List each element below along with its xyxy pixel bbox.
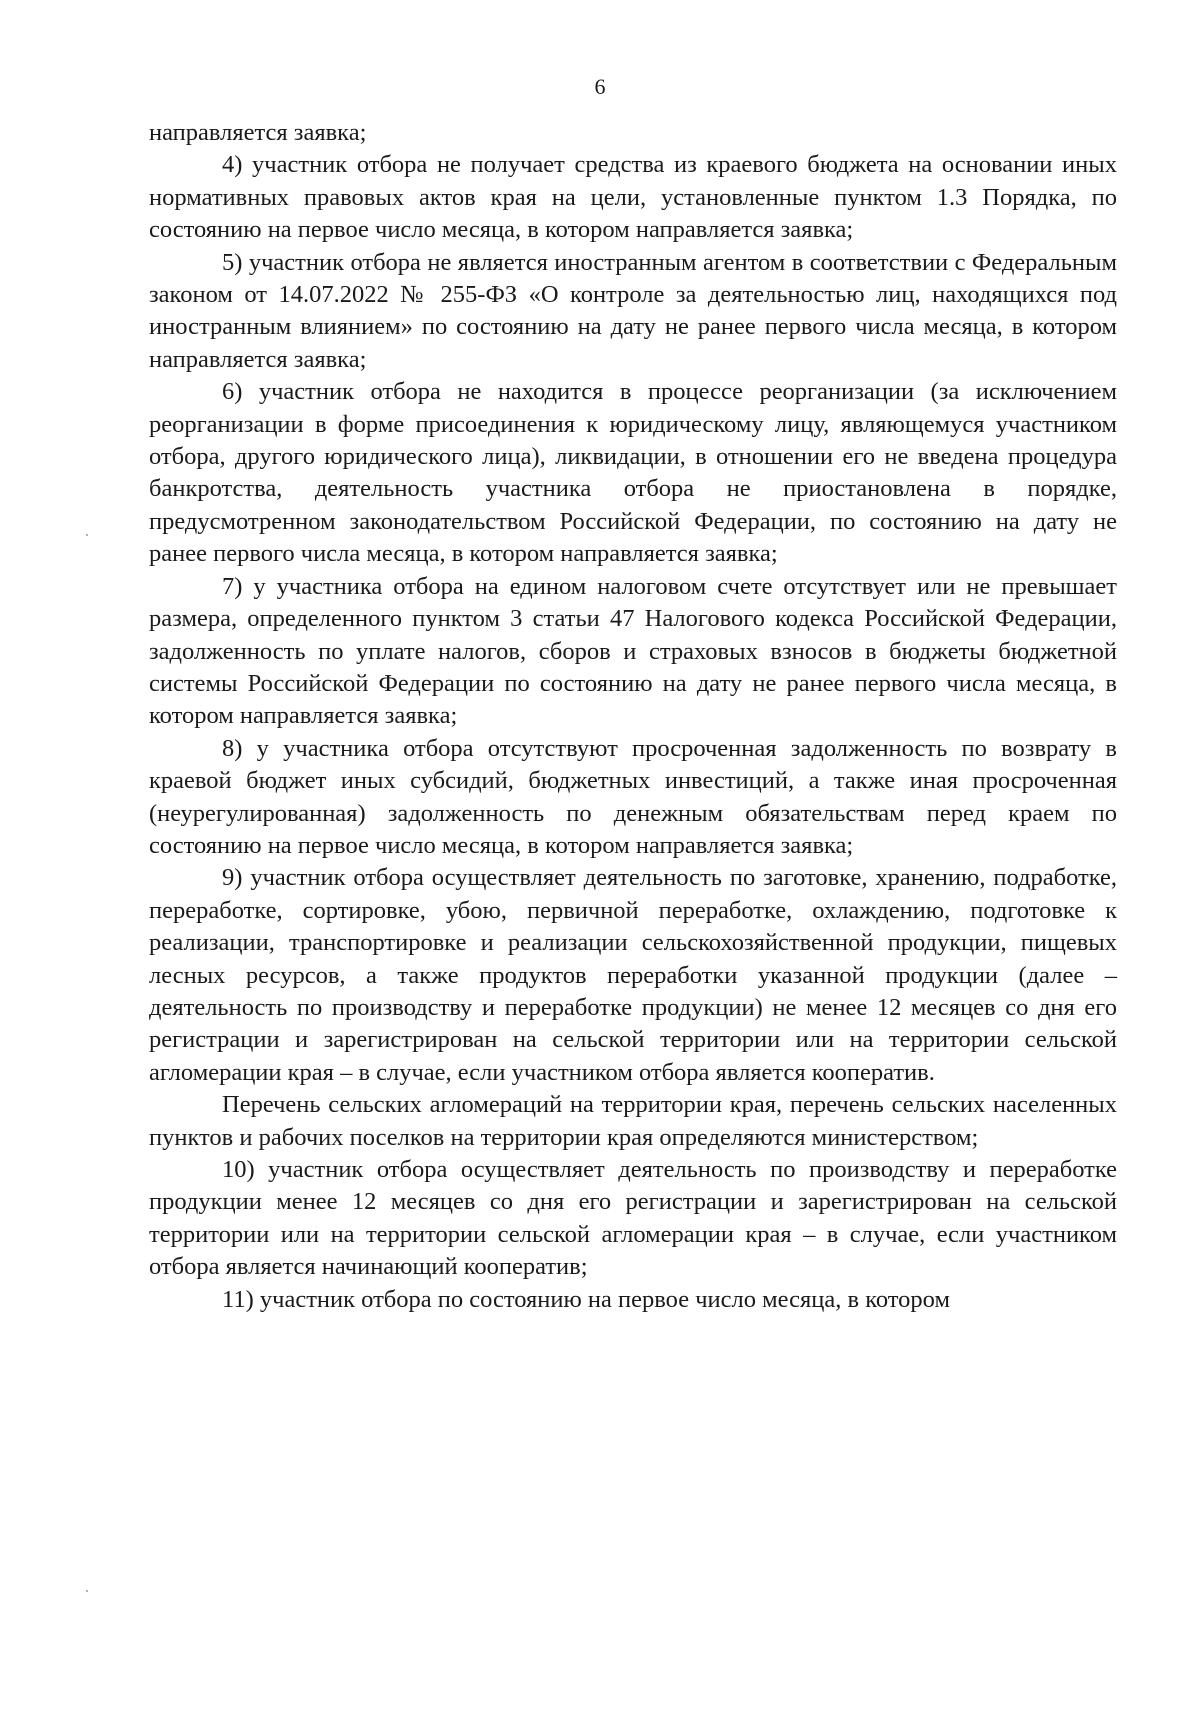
- paragraph-item-11: 11) участник отбора по состоянию на первое число месяца, в котором: [222, 1285, 950, 1313]
- document-body: [149, 117, 1117, 1316]
- paragraph-item-9: 9) участник отбора осуществляет деятельность по заготовке, хранению, подработке, переработке, сортировке, убою, первичной переработке, охлаждению, подготовке к реализации, транспортировке и реализации сельскохозяйственной продукции, пищевых лесных ресурсов, а также продуктов переработки указанной продукции (далее – деятельность по производству и переработке продукции) не менее 12 месяцев со дня его регистрации и зарегистрирован на сельской территории или на территории сельской агломерации края – в случае, если участником отбора является кооператив.: [149, 864, 1117, 1086]
- paragraph-item-7: 7) у участника отбора на едином налоговом счете отсутствует или не превышает размера, определенного пунктом 3 статьи 47 Налогового кодекса Российской Федерации, задолженность по уплате налогов, сборов и страховых взносов в бюджеты бюджетной системы Российской Федерации по состоянию на дату не ранее первого числа месяца, в котором направляется заявка;: [149, 572, 1117, 730]
- paragraph-item-10: 10) участник отбора осуществляет деятельность по производству и переработке продукции менее 12 месяцев со дня его регистрации и зарегистрирован на сельской территории или на территории сельской агломерации края – в случае, если участником отбора является начинающий кооператив;: [149, 1156, 1117, 1281]
- page-number: 6: [594, 74, 606, 99]
- paragraph-item-4: 4) участник отбора не получает средства из краевого бюджета на основании иных нормативных правовых актов края на цели, установленные пунктом 1.3 Порядка, по состоянию на первое число месяца, в котором направляется заявка;: [149, 151, 1117, 244]
- paragraph-continuation: направляется заявка;: [149, 119, 367, 146]
- paragraph-item-5: 5) участник отбора не является иностранным агентом в соответствии с Федеральным законом от 14.07.2022 № 255-ФЗ «О контроле за деятельностью лиц, находящихся под иностранным влиянием» по состоянию на дату не ранее первого числа месяца, в котором направляется заявка;: [149, 248, 1117, 373]
- paragraph-item-6: 6) участник отбора не находится в процессе реорганизации (за исключением реорганизации в форме присоединения к юридическому лицу, являющемуся участником отбора, другого юридического лица), ликвидации, в отношении его не введена процедура банкротства, деятельность участника отбора не приостановлена в порядке, предусмотренном законодательством Российской Федерации, по состоянию на дату не ранее первого числа месяца, в котором направляется заявка;: [149, 378, 1117, 568]
- scan-speck: [86, 1590, 88, 1592]
- paragraph-agglomerations-list: Перечень сельских агломераций на территории края, перечень сельских населенных пунктов и рабочих поселков на территории края определяются министерством;: [149, 1091, 1117, 1151]
- scan-speck: [86, 534, 88, 536]
- paragraph-item-8: 8) у участника отбора отсутствуют просроченная задолженность по возврату в краевой бюджет иных субсидий, бюджетных инвестиций, а также иная просроченная (неурегулированная) задолженность по денежным обязательствам перед краем по состоянию на первое число месяца, в котором направляется заявка;: [149, 734, 1117, 859]
